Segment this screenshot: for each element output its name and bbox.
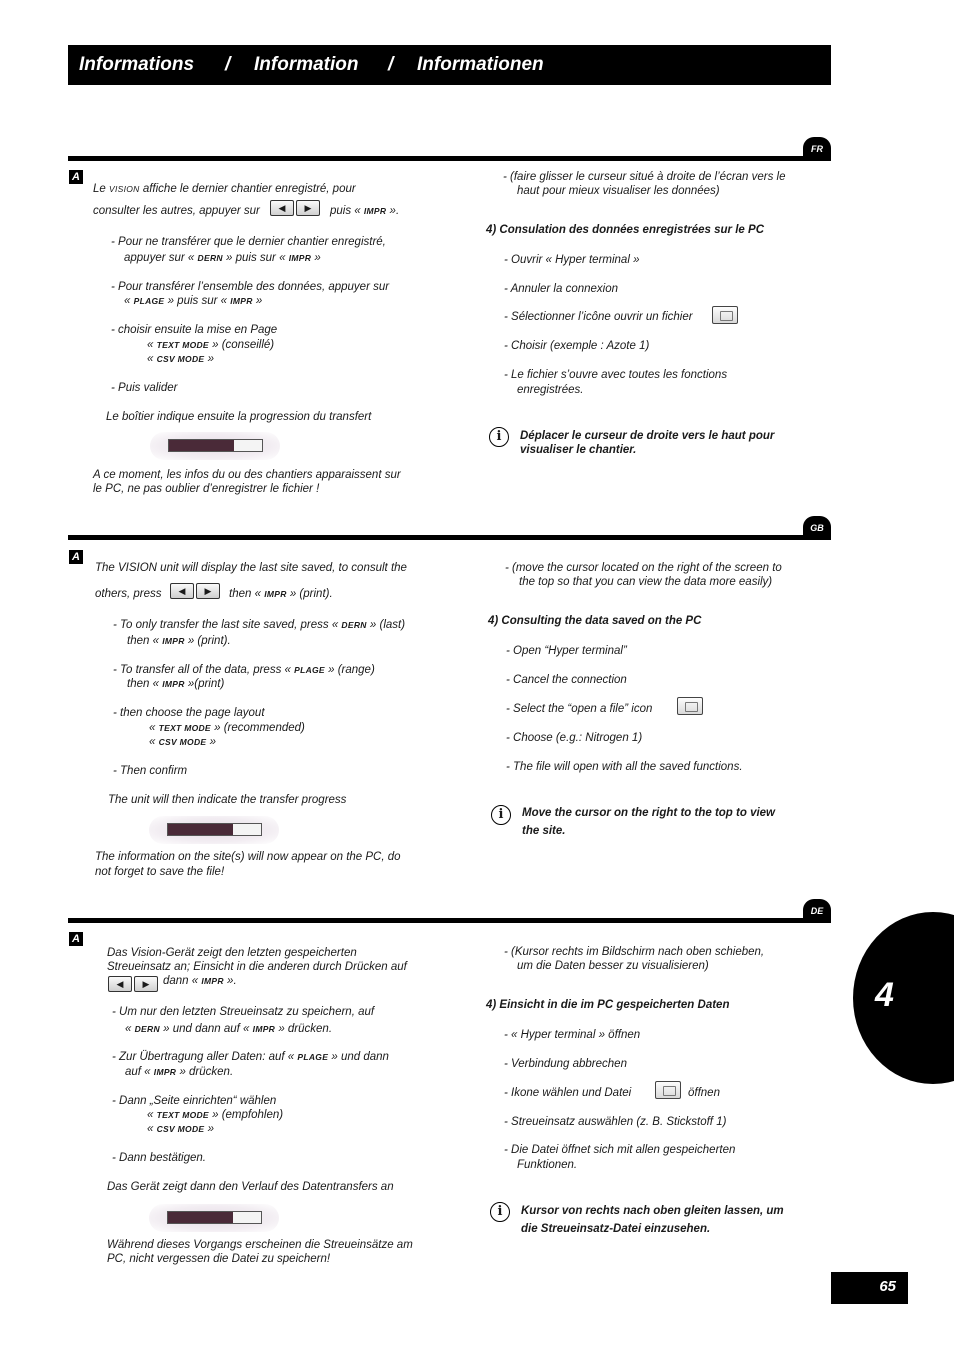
progress-fill — [168, 1212, 233, 1223]
list-item: - Zur Übertragung aller Daten: auf « PLAGE » und dann — [112, 1051, 389, 1063]
step-item: - Select the “open a file” icon — [506, 703, 653, 715]
open-file-icon[interactable] — [655, 1081, 681, 1099]
step-item: - « Hyper terminal » öffnen — [504, 1029, 641, 1041]
section-divider — [68, 156, 831, 161]
list-item: « CSV MODE » — [147, 1123, 214, 1135]
list-item: - To only transfer the last site saved, press « DERN » (last) — [113, 619, 406, 631]
info-icon: i — [490, 1202, 510, 1222]
left-arrow-icon: ◀ — [270, 200, 294, 216]
list-item: - Pour ne transférer que le dernier chantier enregistré, — [111, 236, 386, 248]
list-item: « CSV MODE » — [147, 353, 214, 365]
page-header — [68, 45, 831, 85]
info-note: visualiser le chantier. — [520, 444, 637, 456]
header-separator: / — [388, 54, 394, 75]
step-item: - The file will open with all the saved functions. — [506, 761, 743, 773]
step-item: - Verbindung abbrechen — [504, 1058, 627, 1070]
closing-text: PC, nicht vergessen die Datei zu speichern! — [107, 1253, 331, 1265]
header-separator: / — [225, 54, 231, 75]
step-item: - Sélectionner l’icône ouvrir un fichier — [504, 311, 693, 323]
intro-line: consulter les autres, appuyer sur — [93, 205, 260, 217]
section-heading: 4) Consulation des données enregistrées sur le PC — [486, 224, 764, 236]
list-item: « TEXT MODE » (empfohlen) — [147, 1109, 284, 1121]
progress-fill — [169, 440, 234, 451]
info-note: Move the cursor on the right to the top to view — [522, 807, 776, 819]
list-item: - Puis valider — [111, 382, 178, 394]
cursor-hint: - (faire glisser le curseur situé à droite de l’écran vers le — [503, 171, 786, 183]
step-item: - Streueinsatz auswählen (z. B. Stickstoff 1) — [504, 1116, 727, 1128]
closing-text: not forget to save the file! — [95, 866, 225, 878]
intro-line: others, press — [95, 588, 162, 600]
arrow-keys-button[interactable] — [270, 200, 320, 216]
cursor-hint: haut pour mieux visualiser les données) — [517, 185, 720, 197]
transfer-progress-bar — [150, 432, 280, 460]
info-note: Déplacer le curseur de droite vers le haut pour — [520, 430, 775, 442]
left-arrow-icon: ◀ — [170, 583, 194, 599]
list-item: « CSV MODE » — [149, 736, 216, 748]
step-item: - Choose (e.g.: Nitrogen 1) — [506, 732, 643, 744]
info-icon: i — [491, 805, 511, 825]
arrow-keys-button[interactable] — [170, 583, 220, 599]
list-item: « DERN » und dann auf « IMPR » drücken. — [125, 1023, 333, 1035]
step-item: - Le fichier s’ouvre avec toutes les fonctions — [504, 369, 728, 381]
cursor-hint: - (Kursor rechts im Bildschirm nach oben schieben, — [504, 946, 765, 958]
cursor-hint: um die Daten besser zu visualisieren) — [517, 960, 709, 972]
page-number: 65 — [831, 1272, 908, 1304]
header-title-de: Informationen — [417, 54, 544, 75]
info-note: Kursor von rechts nach oben gleiten lassen, um — [521, 1205, 784, 1217]
language-tag-gb: GB — [803, 516, 831, 538]
list-item: then « IMPR »(print) — [127, 678, 225, 690]
progress-caption: Le boîtier indique ensuite la progression du transfert — [106, 411, 372, 423]
list-item: « TEXT MODE » (recommended) — [149, 722, 305, 734]
step-item: - Annuler la connexion — [504, 283, 619, 295]
list-item: - then choose the page layout — [113, 707, 265, 719]
language-tag-fr: FR — [803, 137, 831, 159]
list-item: auf « IMPR » drücken. — [125, 1066, 234, 1078]
right-arrow-icon: ▶ — [296, 200, 320, 216]
closing-text: Während dieses Vorgangs erscheinen die Streueinsätze am — [107, 1239, 413, 1251]
progress-caption: The unit will then indicate the transfer progress — [108, 794, 347, 806]
cursor-hint: - (move the cursor located on the right of the screen to — [505, 562, 782, 574]
list-item: « PLAGE » puis sur « IMPR » — [124, 295, 263, 307]
section-heading: 4) Einsicht in die im PC gespeicherten Daten — [486, 999, 730, 1011]
section-marker: A — [69, 932, 83, 946]
intro-line: Streueinsatz an; Einsicht in die anderen durch Drücken auf — [107, 961, 407, 973]
left-arrow-icon: ◀ — [108, 976, 132, 992]
open-file-icon[interactable] — [677, 697, 703, 715]
progress-fill — [168, 824, 233, 835]
list-item: - Then confirm — [113, 765, 188, 777]
closing-text: le PC, ne pas oublier d’enregistrer le fichier ! — [93, 483, 320, 495]
language-tag-de: DE — [803, 899, 831, 921]
list-item: - Dann „Seite einrichten“ wählen — [112, 1095, 277, 1107]
cursor-hint: the top so that you can view the data more easily) — [519, 576, 773, 588]
section-marker: A — [69, 550, 83, 564]
section-divider — [68, 918, 831, 923]
right-arrow-icon: ▶ — [134, 976, 158, 992]
right-arrow-icon: ▶ — [196, 583, 220, 599]
list-item: - To transfer all of the data, press « PLAGE » (range) — [113, 664, 375, 676]
intro-line: dann « IMPR ». — [163, 975, 237, 987]
section-divider — [68, 535, 831, 540]
arrow-keys-button[interactable] — [108, 976, 158, 992]
info-note: die Streueinsatz-Datei einzusehen. — [521, 1223, 711, 1235]
intro-line: Le VISION affiche le dernier chantier enregistré, pour — [93, 183, 356, 195]
list-item: « TEXT MODE » (conseillé) — [147, 339, 275, 351]
step-item: enregistrées. — [517, 384, 584, 396]
info-icon: i — [489, 427, 509, 447]
step-item: - Choisir (exemple : Azote 1) — [504, 340, 650, 352]
section-marker: A — [69, 170, 83, 184]
open-file-icon[interactable] — [712, 306, 738, 324]
list-item: - choisir ensuite la mise en Page — [111, 324, 278, 336]
info-note: the site. — [522, 825, 566, 837]
list-item: appuyer sur « DERN » puis sur « IMPR » — [124, 252, 321, 264]
list-item: - Pour transférer l’ensemble des données, appuyer sur — [111, 281, 390, 293]
list-item: then « IMPR » (print). — [127, 635, 231, 647]
header-title-fr: Informations — [79, 54, 195, 75]
step-item: Funktionen. — [517, 1159, 578, 1171]
progress-caption: Das Gerät zeigt dann den Verlauf des Datentransfers an — [107, 1181, 394, 1193]
intro-line: then « IMPR » (print). — [229, 588, 333, 600]
step-item: öffnen — [688, 1087, 720, 1099]
closing-text: A ce moment, les infos du ou des chantiers apparaissent sur — [93, 469, 401, 481]
step-item: - Ikone wählen und Datei — [504, 1087, 632, 1099]
step-item: - Cancel the connection — [506, 674, 627, 686]
intro-line: puis « IMPR ». — [330, 205, 400, 217]
transfer-progress-bar — [149, 1204, 279, 1232]
transfer-progress-bar — [149, 816, 279, 844]
step-item: - Die Datei öffnet sich mit allen gespeicherten — [504, 1144, 736, 1156]
section-heading: 4) Consulting the data saved on the PC — [488, 615, 702, 627]
step-item: - Ouvrir « Hyper terminal » — [504, 254, 640, 266]
list-item: - Um nur den letzten Streueinsatz zu speichern, auf — [112, 1006, 375, 1018]
intro-line: The VISION unit will display the last site saved, to consult the — [95, 562, 407, 574]
closing-text: The information on the site(s) will now appear on the PC, do — [95, 851, 401, 863]
list-item: - Dann bestätigen. — [112, 1152, 206, 1164]
chapter-tab: 4 — [853, 912, 954, 1084]
header-title-gb: Information — [254, 54, 359, 75]
intro-line: Das Vision-Gerät zeigt den letzten gespeicherten — [107, 947, 357, 959]
step-item: - Open “Hyper terminal” — [506, 645, 627, 657]
